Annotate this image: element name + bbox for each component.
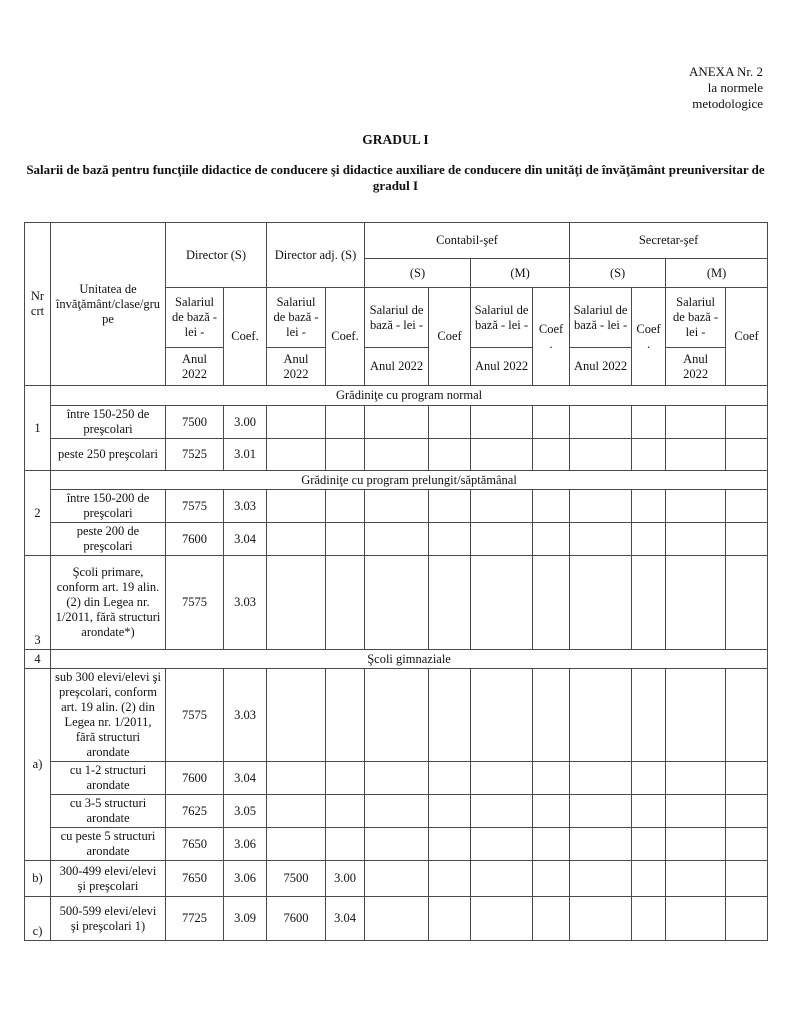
cell-contabil-s-salary (365, 762, 429, 795)
cell-director-coef: 3.06 (224, 828, 267, 861)
cell-contabil-m-coef (533, 406, 570, 439)
cell-director-adj-coef (326, 795, 365, 828)
table-row (25, 523, 768, 556)
cell-secretar-s-salary (570, 439, 632, 471)
cell-contabil-s-coef (429, 828, 471, 861)
row-label: între 150-200 de preşcolari (51, 490, 166, 523)
col-header-coef: Coef . (533, 288, 570, 386)
row-label: sub 300 elevi/elevi şi preşcolari, conform art. 19 alin. (2) din Legea nr. 1/2011, fără structuri arondate (51, 669, 166, 762)
cell-contabil-s-coef (429, 897, 471, 941)
row-label: peste 200 de preşcolari (51, 523, 166, 556)
cell-contabil-s-salary (365, 556, 429, 650)
cell-secretar-m-salary (666, 828, 726, 861)
cell-secretar-m-coef (726, 828, 768, 861)
cell-director-adj-salary (267, 669, 326, 762)
cell-secretar-s-salary (570, 762, 632, 795)
cell-director-adj-salary (267, 406, 326, 439)
cell-contabil-m-coef (533, 897, 570, 941)
cell-director-adj-salary (267, 762, 326, 795)
cell-contabil-s-salary (365, 897, 429, 941)
cell-secretar-s-salary (570, 795, 632, 828)
cell-secretar-s-salary (570, 523, 632, 556)
cell-secretar-m-coef (726, 490, 768, 523)
col-header-secretar-m: (M) (666, 259, 768, 288)
cell-secretar-m-coef (726, 795, 768, 828)
cell-contabil-s-coef (429, 406, 471, 439)
cell-secretar-s-salary (570, 406, 632, 439)
cell-contabil-m-coef (533, 523, 570, 556)
cell-secretar-m-salary (666, 897, 726, 941)
cell-director-adj-salary (267, 523, 326, 556)
cell-secretar-s-salary (570, 861, 632, 897)
col-header-salary: Salariul de bază - lei - (267, 288, 326, 348)
cell-director-adj-salary (267, 556, 326, 650)
col-header-contabil-m: (M) (471, 259, 570, 288)
cell-contabil-m-salary (471, 556, 533, 650)
table-row (25, 795, 768, 828)
cell-secretar-s-coef (632, 897, 666, 941)
col-header-year: Anul 2022 (471, 348, 533, 386)
cell-director-adj-coef: 3.00 (326, 861, 365, 897)
table-row (25, 828, 768, 861)
cell-contabil-s-salary (365, 439, 429, 471)
row-label: 500-599 elevi/elevi şi preşcolari 1) (51, 897, 166, 941)
table-row (25, 669, 768, 762)
cell-contabil-s-salary (365, 828, 429, 861)
cell-contabil-m-coef (533, 439, 570, 471)
cell-contabil-s-coef (429, 669, 471, 762)
cell-contabil-m-salary (471, 406, 533, 439)
col-header-director-adj: Director adj. (S) (267, 223, 365, 288)
cell-contabil-m-coef (533, 828, 570, 861)
category-label: Grădiniţe cu program normal (51, 386, 768, 406)
cell-director-coef: 3.05 (224, 795, 267, 828)
cell-secretar-s-coef (632, 795, 666, 828)
table-row (25, 762, 768, 795)
col-header-coef: Coef (726, 288, 768, 386)
cell-director-coef: 3.03 (224, 669, 267, 762)
col-header-secretar: Secretar-şef (570, 223, 768, 259)
cell-director-adj-coef (326, 523, 365, 556)
cell-secretar-s-coef (632, 406, 666, 439)
cell-secretar-s-coef (632, 490, 666, 523)
cell-director-coef: 3.00 (224, 406, 267, 439)
table-row (25, 861, 768, 897)
cell-secretar-m-coef (726, 897, 768, 941)
cell-secretar-s-salary (570, 828, 632, 861)
table-row (25, 490, 768, 523)
cell-contabil-m-salary (471, 669, 533, 762)
page-subtitle: Salarii de bază pentru funcţiile didactice de conducere şi didactice auxiliare de conducere din unităţi de învăţământ preuniversitar de gradul I (26, 162, 765, 193)
table-row (25, 650, 768, 669)
col-header-salary: Salariul de bază - lei - (666, 288, 726, 348)
cell-director-coef: 3.03 (224, 556, 267, 650)
cell-director-adj-salary (267, 490, 326, 523)
cell-contabil-m-coef (533, 861, 570, 897)
annex-block (689, 64, 763, 112)
cell-director-coef: 3.01 (224, 439, 267, 471)
col-header-salary: Salariul de bază - lei - (365, 288, 429, 348)
cell-secretar-m-coef (726, 406, 768, 439)
col-header-nr-crt: Nr crt (25, 223, 51, 386)
cell-contabil-s-coef (429, 523, 471, 556)
cell-director-coef: 3.03 (224, 490, 267, 523)
cell-director-adj-coef (326, 556, 365, 650)
cell-secretar-s-coef (632, 669, 666, 762)
cell-contabil-s-coef (429, 556, 471, 650)
annex-line-1: ANEXA Nr. 2 (688, 64, 763, 79)
row-nr: a) (25, 669, 51, 861)
salary-table (24, 222, 768, 941)
cell-contabil-m-salary (471, 795, 533, 828)
cell-director-adj-salary (267, 439, 326, 471)
cell-contabil-s-coef (429, 861, 471, 897)
cell-contabil-m-coef (533, 762, 570, 795)
cell-director-adj-coef (326, 490, 365, 523)
row-label: între 150-250 de preşcolari (51, 406, 166, 439)
col-header-salary: Salariul de bază - lei - (166, 288, 224, 348)
cell-contabil-m-coef (533, 490, 570, 523)
cell-contabil-s-salary (365, 490, 429, 523)
cell-secretar-m-salary (666, 762, 726, 795)
cell-contabil-m-salary (471, 861, 533, 897)
cell-director-adj-coef: 3.04 (326, 897, 365, 941)
cell-secretar-s-coef (632, 556, 666, 650)
cell-director-coef: 3.04 (224, 762, 267, 795)
cell-director-adj-coef (326, 406, 365, 439)
row-label: Şcoli primare, conform art. 19 alin. (2) din Legea nr. 1/2011, fără structuri arondate*) (51, 556, 166, 650)
cell-director-adj-salary: 7600 (267, 897, 326, 941)
cell-director-adj-coef (326, 439, 365, 471)
table-row (25, 471, 768, 490)
cell-secretar-m-coef (726, 523, 768, 556)
cell-secretar-s-coef (632, 439, 666, 471)
cell-secretar-m-salary (666, 490, 726, 523)
col-header-coef: Coef (429, 288, 471, 386)
cell-contabil-s-coef (429, 439, 471, 471)
annex-line-3: metodologice (692, 96, 763, 111)
cell-contabil-m-coef (533, 669, 570, 762)
cell-contabil-m-salary (471, 439, 533, 471)
col-header-year: Anul 2022 (166, 348, 224, 386)
cell-contabil-m-coef (533, 556, 570, 650)
row-label: peste 250 preşcolari (51, 439, 166, 471)
cell-secretar-s-coef (632, 828, 666, 861)
col-header-year: Anul 2022 (267, 348, 326, 386)
cell-contabil-s-coef (429, 795, 471, 828)
row-label: cu 1-2 structuri arondate (51, 762, 166, 795)
cell-secretar-s-salary (570, 897, 632, 941)
col-header-secretar-s: (S) (570, 259, 666, 288)
cell-contabil-m-salary (471, 762, 533, 795)
cell-secretar-s-salary (570, 556, 632, 650)
cell-contabil-s-salary (365, 861, 429, 897)
cell-director-salary: 7600 (166, 762, 224, 795)
cell-director-adj-salary (267, 795, 326, 828)
row-nr: 4 (25, 650, 51, 669)
cell-contabil-s-salary (365, 523, 429, 556)
cell-director-adj-coef (326, 669, 365, 762)
cell-director-coef: 3.09 (224, 897, 267, 941)
cell-secretar-m-coef (726, 861, 768, 897)
annex-line-2: la normele (707, 80, 763, 95)
cell-contabil-s-salary (365, 669, 429, 762)
cell-director-salary: 7575 (166, 556, 224, 650)
cell-contabil-s-coef (429, 762, 471, 795)
cell-director-coef: 3.06 (224, 861, 267, 897)
category-label: Şcoli gimnaziale (51, 650, 768, 669)
col-header-coef: Coef . (632, 288, 666, 386)
cell-contabil-s-coef (429, 490, 471, 523)
table-row (25, 556, 768, 650)
cell-director-salary: 7725 (166, 897, 224, 941)
col-header-salary: Salariul de bază - lei - (570, 288, 632, 348)
col-header-contabil: Contabil-şef (365, 223, 570, 259)
cell-director-salary: 7600 (166, 523, 224, 556)
cell-secretar-m-salary (666, 795, 726, 828)
cell-secretar-m-salary (666, 669, 726, 762)
cell-contabil-s-salary (365, 795, 429, 828)
cell-contabil-s-salary (365, 406, 429, 439)
cell-secretar-m-coef (726, 556, 768, 650)
cell-secretar-s-coef (632, 762, 666, 795)
row-nr: c) (25, 897, 51, 941)
category-label: Grădiniţe cu program prelungit/săptămânal (51, 471, 768, 490)
cell-secretar-m-salary (666, 556, 726, 650)
col-header-unit: Unitatea de învăţământ/clase/grupe (51, 223, 166, 386)
cell-secretar-m-coef (726, 762, 768, 795)
row-label: cu peste 5 structuri arondate (51, 828, 166, 861)
cell-secretar-m-coef (726, 439, 768, 471)
row-label: cu 3-5 structuri arondate (51, 795, 166, 828)
row-nr: 2 (25, 471, 51, 556)
col-header-contabil-s: (S) (365, 259, 471, 288)
table-row (25, 439, 768, 471)
cell-director-salary: 7650 (166, 828, 224, 861)
cell-secretar-m-coef (726, 669, 768, 762)
cell-contabil-m-salary (471, 490, 533, 523)
cell-contabil-m-salary (471, 897, 533, 941)
cell-secretar-s-salary (570, 669, 632, 762)
page-title: GRADUL I (362, 132, 429, 147)
cell-contabil-m-salary (471, 523, 533, 556)
cell-secretar-m-salary (666, 523, 726, 556)
cell-director-salary: 7575 (166, 490, 224, 523)
cell-secretar-m-salary (666, 861, 726, 897)
cell-contabil-m-coef (533, 795, 570, 828)
col-header-director: Director (S) (166, 223, 267, 288)
cell-director-adj-salary: 7500 (267, 861, 326, 897)
cell-director-adj-coef (326, 762, 365, 795)
cell-director-coef: 3.04 (224, 523, 267, 556)
cell-secretar-s-coef (632, 523, 666, 556)
col-header-year: Anul 2022 (365, 348, 429, 386)
cell-director-adj-coef (326, 828, 365, 861)
col-header-salary: Salariul de bază - lei - (471, 288, 533, 348)
col-header-year: Anul 2022 (570, 348, 632, 386)
cell-director-salary: 7500 (166, 406, 224, 439)
col-header-coef: Coef. (326, 288, 365, 386)
cell-secretar-m-salary (666, 439, 726, 471)
col-header-year: Anul 2022 (666, 348, 726, 386)
cell-secretar-s-coef (632, 861, 666, 897)
table-row (25, 406, 768, 439)
cell-director-salary: 7575 (166, 669, 224, 762)
cell-director-adj-salary (267, 828, 326, 861)
row-label: 300-499 elevi/elevi şi preşcolari (51, 861, 166, 897)
cell-secretar-m-salary (666, 406, 726, 439)
cell-director-salary: 7525 (166, 439, 224, 471)
cell-director-salary: 7650 (166, 861, 224, 897)
col-header-coef: Coef. (224, 288, 267, 386)
cell-secretar-s-salary (570, 490, 632, 523)
cell-director-salary: 7625 (166, 795, 224, 828)
table-row (25, 897, 768, 941)
cell-contabil-m-salary (471, 828, 533, 861)
table-row (25, 386, 768, 406)
row-nr: 1 (25, 386, 51, 471)
row-nr: 3 (25, 556, 51, 650)
row-nr: b) (25, 861, 51, 897)
